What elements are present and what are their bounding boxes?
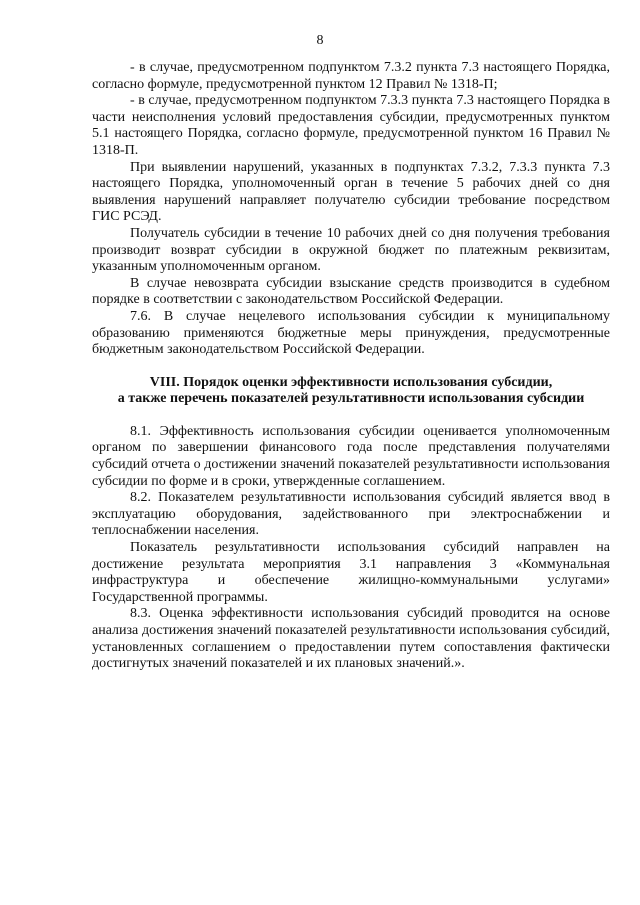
paragraph-8-3: 8.3. Оценка эффективности использования субсидий проводится на основе анализа достижения значений показателей результативности использования субсидий, установленных соглашением о предоставлении путем сопоставления фактически достигнутых значений показателей и их плановых значений.». [92, 606, 610, 672]
paragraph-bullet-1: - в случае, предусмотренном подпунктом 7.3.2 пункта 7.3 настоящего Порядка, согласно формуле, предусмотренной пунктом 12 Правил № 1318-П; [92, 60, 610, 92]
paragraph-court: В случае невозврата субсидии взыскание средств производится в судебном порядке в соответствии с законодательством Российской Федерации. [92, 275, 610, 308]
paragraph-8-1: 8.1. Эффективность использования субсидии оценивается уполномоченным органом по завершении финансового года после представления получателями субсидий отчета о достижении значений показателей результативности использования субсидии по форме и в сроки, утвержденные соглашением. [92, 423, 610, 489]
page-number: 8 [316, 33, 324, 48]
paragraph-refund: Получатель субсидии в течение 10 рабочих дней со дня получения требования производит возврат субсидии в окружной бюджет по платежным реквизитам, указанным уполномоченным органом. [92, 225, 610, 275]
section-title [92, 375, 610, 408]
paragraph-indicator: Показатель результативности использования субсидий направлен на достижение результата мероприятия 3.1 направления 3 «Коммунальная инфраструктура и обеспечение жилищно-коммунальными услугами» Государственной программы. [92, 540, 610, 605]
paragraph-7-6: 7.6. В случае нецелевого использования субсидии к муниципальному образованию применяются бюджетные меры принуждения, предусмотренные бюджетным законодательством Российской Федерации. [92, 308, 610, 358]
section-title-line-2: а также перечень показателей результативности использования субсидии [117, 391, 585, 407]
paragraph-8-2: 8.2. Показателем результативности использования субсидий является ввод в эксплуатацию оборудования, задействованного при электроснабжении и теплоснабжении населения. [92, 490, 610, 539]
document-body [92, 60, 610, 673]
paragraph-bullet-2: - в случае, предусмотренном подпунктом 7.3.3 пункта 7.3 настоящего Порядка в части неисполнения условий предоставления субсидии, предусмотренных пунктом 5.1 настоящего Порядка, согласно формуле, предусмотренной пунктом 16 Правил № 1318-П. [92, 93, 610, 158]
section-title-line-1: VIII. Порядок оценки эффективности использования субсидии, [149, 374, 553, 390]
paragraph-violations: При выявлении нарушений, указанных в подпунктах 7.3.2, 7.3.3 пункта 7.3 настоящего Порядка, уполномоченный орган в течение 5 рабочих дней со дня выявления нарушений направляет получателю субсидии требование посредством ГИС РСЭД. [92, 159, 610, 225]
